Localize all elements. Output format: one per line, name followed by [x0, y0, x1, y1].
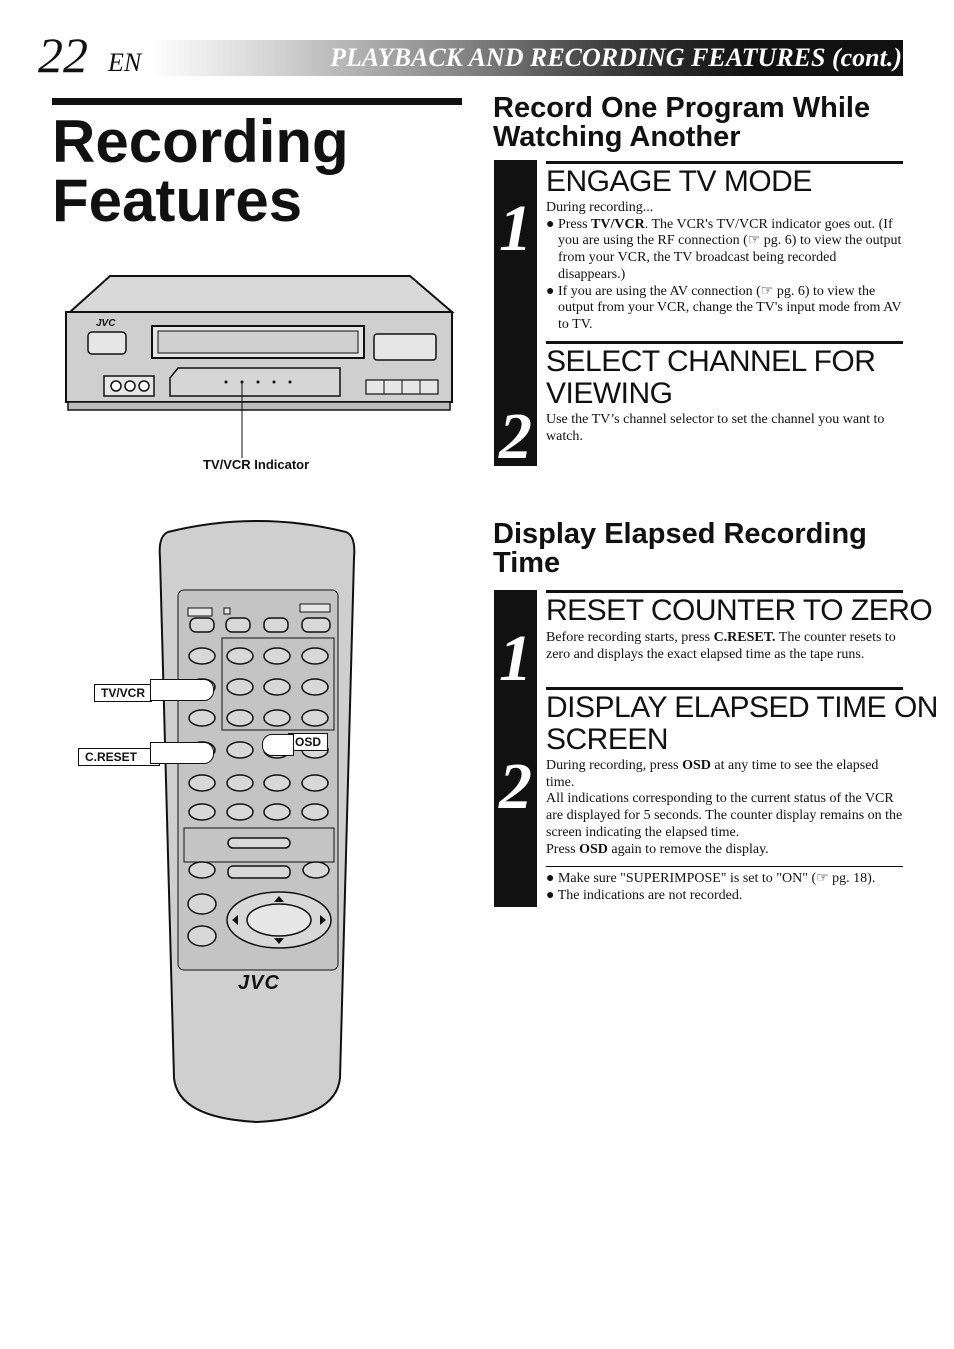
osd-button-label: OSD	[288, 733, 328, 751]
tvvcr-indicator-label: TV/VCR Indicator	[203, 457, 310, 472]
page-title-line1: Recording	[52, 108, 349, 175]
step-heading: ENGAGE TV MODE	[546, 165, 812, 198]
step-rule	[546, 161, 903, 164]
step-intro: During recording...	[546, 200, 654, 215]
step-body	[546, 758, 904, 858]
pointing-hand-icon	[150, 679, 214, 701]
step-rule	[546, 687, 903, 690]
remote-illustration	[150, 518, 365, 1128]
paragraph: Press OSD again to remove the display.	[546, 841, 769, 857]
bullet-item: ● If you are using the AV connection (☞ pg. 6) to view the output from your VCR, change the TV's input mode from AV to TV.	[546, 283, 902, 332]
pointing-hand-icon	[150, 742, 214, 764]
page-number: 22	[38, 27, 88, 83]
note-item: ● The indications are not recorded.	[546, 887, 743, 903]
pointing-hand-icon	[262, 734, 294, 756]
page-title-line2: Features	[52, 167, 303, 234]
section1-title: Record One Program While Watching Another	[493, 92, 871, 153]
paragraph: During recording, press OSD at any time to see the elapsed time.	[546, 758, 879, 790]
notes	[546, 871, 908, 904]
step-number: 1	[499, 192, 532, 265]
note-item: ● Make sure "SUPERIMPOSE" is set to "ON" (☞ pg. 18).	[546, 871, 876, 886]
section-header-title: PLAYBACK AND RECORDING FEATURES (cont.)	[330, 43, 902, 72]
step-body	[546, 200, 904, 334]
step-heading: DISPLAY ELAPSED TIME ON SCREEN	[546, 691, 938, 756]
step-number: 1	[499, 622, 532, 695]
section2-step-bar	[494, 590, 537, 907]
vcr-brand-logo: JVC	[96, 318, 116, 329]
bullet-item: ● Press TV/VCR. The VCR's TV/VCR indicator goes out. (If you are using the RF connection (☞ pg. 6) to view the output from your VCR, the TV broadcast being recorded disappears.)	[546, 216, 902, 282]
step-body: Before recording starts, press C.RESET. The counter resets to zero and displays the exact elapsed time as the tape runs.	[546, 630, 896, 662]
tvvcr-button-label: TV/VCR	[94, 684, 152, 702]
step-body: Use the TV’s channel selector to set the channel you want to watch.	[546, 412, 885, 444]
vcr-illustration	[60, 270, 460, 480]
step-heading: RESET COUNTER TO ZERO	[546, 594, 933, 627]
note-divider	[546, 866, 903, 867]
step-number: 2	[499, 400, 532, 473]
step-number: 2	[499, 750, 532, 823]
creset-button-label: C.RESET	[78, 748, 160, 766]
step-heading: SELECT CHANNEL FOR VIEWING	[546, 345, 876, 410]
page-title	[52, 108, 472, 234]
section2-title: Display Elapsed Recording Time	[493, 518, 867, 579]
section1-step-bar	[494, 160, 537, 473]
paragraph: All indications corresponding to the current status of the VCR are displayed for 5 seconds. The counter display remains on the screen indicating the elapsed time.	[546, 791, 903, 840]
step-rule	[546, 590, 903, 593]
title-rule	[52, 98, 462, 105]
remote-brand-logo: JVC	[238, 972, 280, 994]
step-rule	[546, 341, 903, 344]
page-language: EN	[108, 48, 142, 77]
